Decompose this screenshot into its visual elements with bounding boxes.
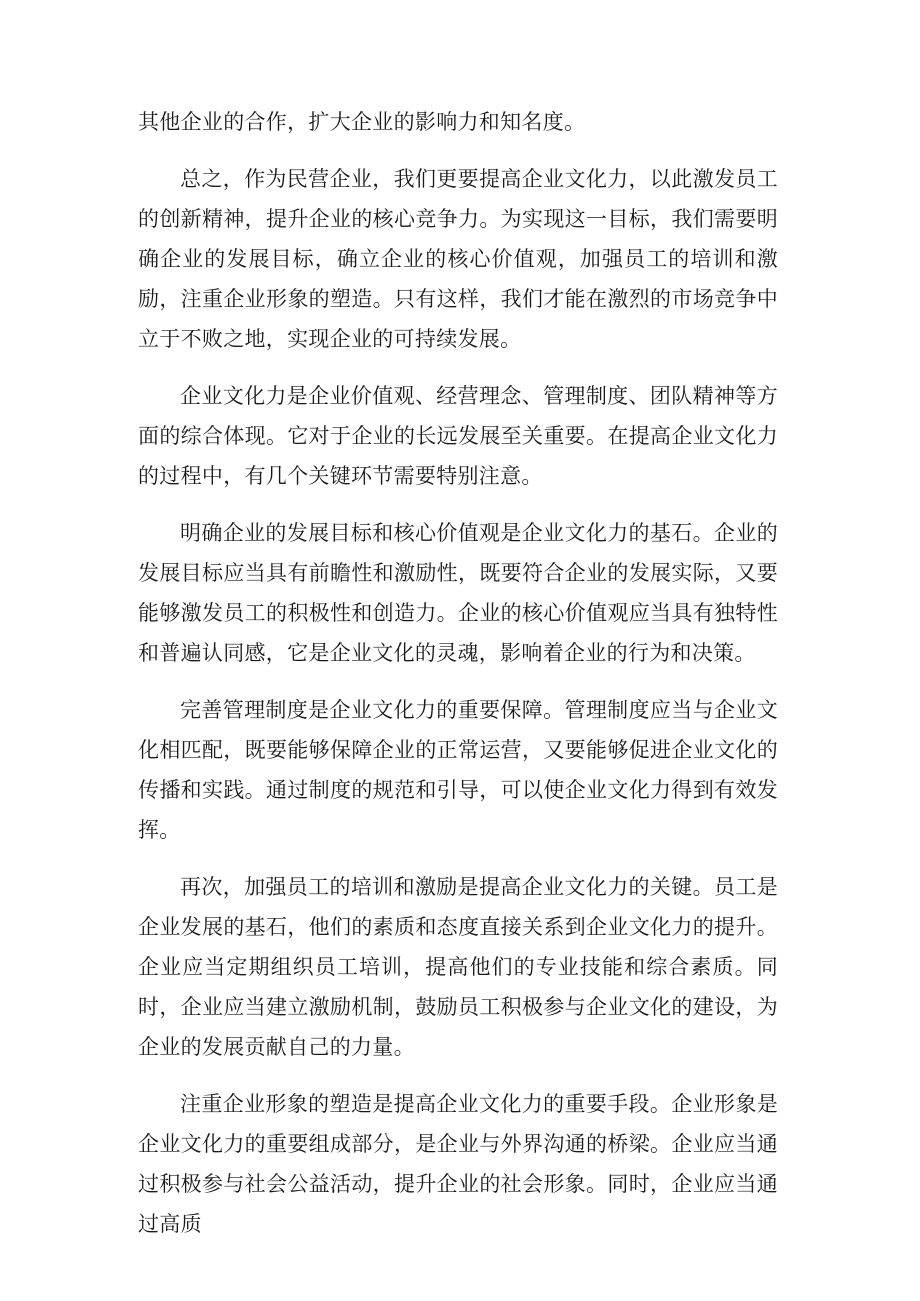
paragraph-summary: 总之，作为民营企业，我们更要提高企业文化力，以此激发员工的创新精神，提升企业的核心竞争力。为实现这一目标，我们需要明确企业的发展目标，确立企业的核心价值观，加强员工的培训和激励，注重企业形象的塑造。只有这样，我们才能在激烈的市场竞争中立于不败之地，实现企业的可持续发展。 — [138, 167, 778, 351]
paragraph-continued: 其他企业的合作，扩大企业的影响力和知名度。 — [138, 110, 586, 134]
paragraph-culture-definition: 企业文化力是企业价值观、经营理念、管理制度、团队精神等方面的综合体现。它对于企业的长远发展至关重要。在提高企业文化力的过程中，有几个关键环节需要特别注意。 — [138, 384, 778, 488]
paragraph-employee-training: 再次，加强员工的培训和激励是提高企业文化力的关键。员工是企业发展的基石，他们的素质和态度直接关系到企业文化力的提升。企业应当定期组织员工培训，提高他们的专业技能和综合素质。同时，企业应当建立激励机制，鼓励员工积极参与企业文化的建设，为企业的发展贡献自己的力量。 — [138, 875, 778, 1059]
paragraph-corporate-image: 注重企业形象的塑造是提高企业文化力的重要手段。企业形象是企业文化力的重要组成部分，是企业与外界沟通的桥梁。企业应当通过积极参与社会公益活动，提升企业的社会形象。同时，企业应当通过高质 — [138, 1092, 778, 1236]
paragraph-management-system: 完善管理制度是企业文化力的重要保障。管理制度应当与企业文化相匹配，既要能够保障企业的正常运营，又要能够促进企业文化的传播和实践。通过制度的规范和引导，可以使企业文化力得到有效发挥。 — [138, 698, 778, 842]
document-body — [138, 102, 778, 1261]
paragraph-goals-values: 明确企业的发展目标和核心价值观是企业文化力的基石。企业的发展目标应当具有前瞻性和激励性，既要符合企业的发展实际，又要能够激发员工的积极性和创造力。企业的核心价值观应当具有独特性和普遍认同感，它是企业文化的灵魂，影响着企业的行为和决策。 — [138, 521, 778, 665]
